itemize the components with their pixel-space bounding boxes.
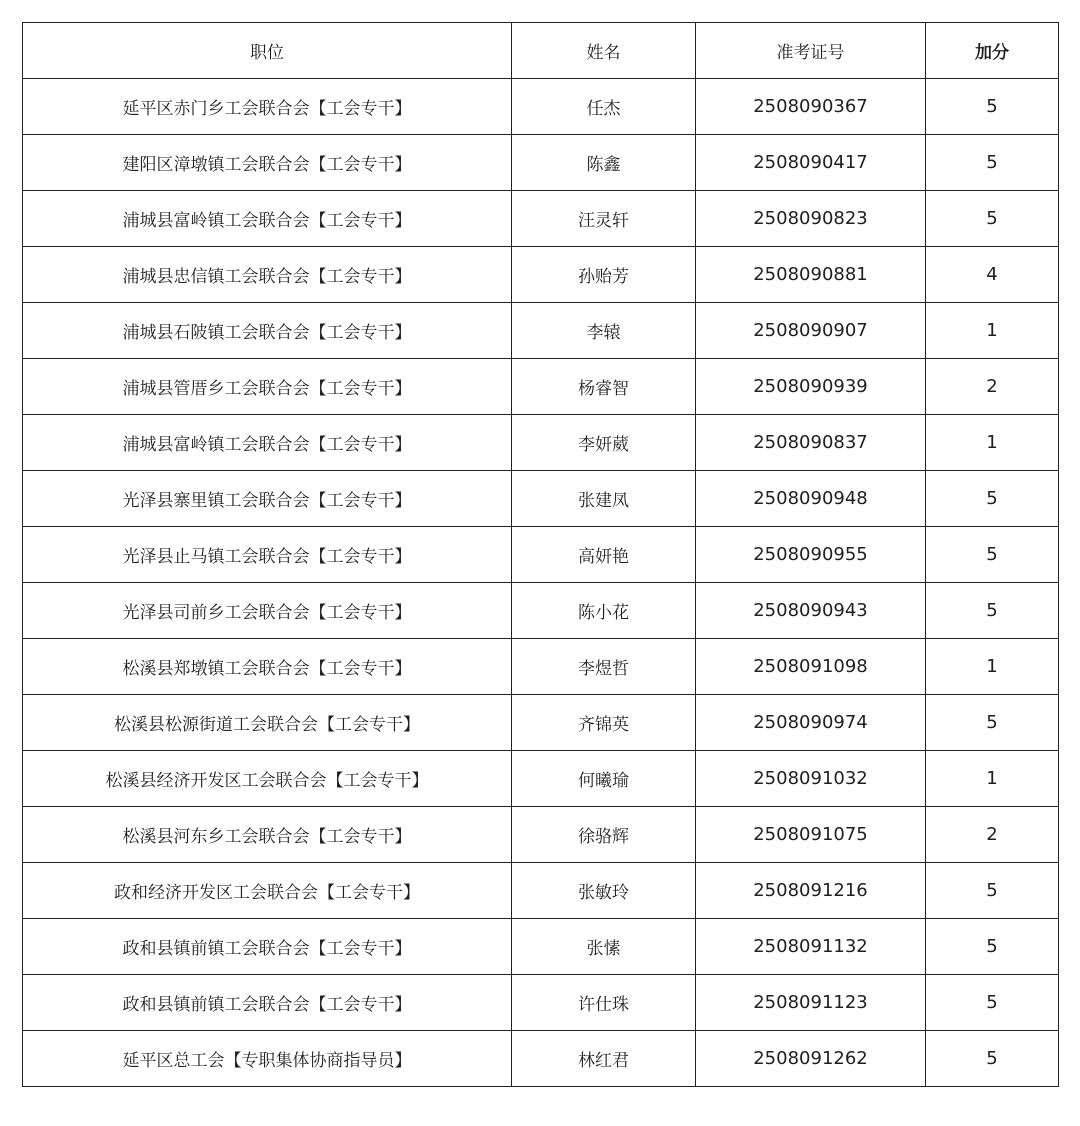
position-cell: 光泽县止马镇工会联合会【工会专干】 bbox=[23, 527, 512, 583]
position-cell: 延平区总工会【专职集体协商指导员】 bbox=[23, 1031, 512, 1087]
table-body bbox=[23, 79, 1059, 1087]
position-cell: 浦城县富岭镇工会联合会【工会专干】 bbox=[23, 191, 512, 247]
table-row bbox=[23, 807, 1059, 863]
exam-id-cell: 2508090948 bbox=[696, 471, 926, 527]
name-cell: 杨睿智 bbox=[512, 359, 696, 415]
bonus-cell: 5 bbox=[926, 583, 1059, 639]
exam-id-cell: 2508091262 bbox=[696, 1031, 926, 1087]
name-cell: 徐骆辉 bbox=[512, 807, 696, 863]
exam-id-cell: 2508091123 bbox=[696, 975, 926, 1031]
header-position: 职位 bbox=[23, 23, 512, 79]
header-exam-id: 准考证号 bbox=[696, 23, 926, 79]
exam-id-cell: 2508090823 bbox=[696, 191, 926, 247]
bonus-cell: 5 bbox=[926, 863, 1059, 919]
results-table-container bbox=[22, 22, 1058, 1087]
exam-id-cell: 2508090367 bbox=[696, 79, 926, 135]
position-cell: 松溪县松源街道工会联合会【工会专干】 bbox=[23, 695, 512, 751]
bonus-cell: 5 bbox=[926, 135, 1059, 191]
table-header-row bbox=[23, 23, 1059, 79]
position-cell: 政和经济开发区工会联合会【工会专干】 bbox=[23, 863, 512, 919]
exam-id-cell: 2508091216 bbox=[696, 863, 926, 919]
name-cell: 汪灵轩 bbox=[512, 191, 696, 247]
bonus-cell: 5 bbox=[926, 527, 1059, 583]
exam-id-cell: 2508090955 bbox=[696, 527, 926, 583]
position-cell: 松溪县经济开发区工会联合会【工会专干】 bbox=[23, 751, 512, 807]
name-cell: 李妍葳 bbox=[512, 415, 696, 471]
exam-id-cell: 2508090943 bbox=[696, 583, 926, 639]
table-row bbox=[23, 303, 1059, 359]
name-cell: 林红君 bbox=[512, 1031, 696, 1087]
header-name: 姓名 bbox=[512, 23, 696, 79]
exam-id-cell: 2508091032 bbox=[696, 751, 926, 807]
exam-id-cell: 2508090939 bbox=[696, 359, 926, 415]
table-row bbox=[23, 639, 1059, 695]
position-cell: 延平区赤门乡工会联合会【工会专干】 bbox=[23, 79, 512, 135]
bonus-cell: 4 bbox=[926, 247, 1059, 303]
position-cell: 光泽县寨里镇工会联合会【工会专干】 bbox=[23, 471, 512, 527]
bonus-cell: 2 bbox=[926, 807, 1059, 863]
exam-id-cell: 2508090417 bbox=[696, 135, 926, 191]
name-cell: 许仕珠 bbox=[512, 975, 696, 1031]
bonus-cell: 5 bbox=[926, 191, 1059, 247]
bonus-cell: 1 bbox=[926, 639, 1059, 695]
table-row bbox=[23, 1031, 1059, 1087]
name-cell: 何曦瑜 bbox=[512, 751, 696, 807]
name-cell: 张愫 bbox=[512, 919, 696, 975]
position-cell: 松溪县河东乡工会联合会【工会专干】 bbox=[23, 807, 512, 863]
exam-id-cell: 2508091098 bbox=[696, 639, 926, 695]
bonus-cell: 5 bbox=[926, 79, 1059, 135]
name-cell: 陈小花 bbox=[512, 583, 696, 639]
exam-id-cell: 2508091075 bbox=[696, 807, 926, 863]
bonus-cell: 5 bbox=[926, 975, 1059, 1031]
exam-id-cell: 2508090881 bbox=[696, 247, 926, 303]
position-cell: 浦城县富岭镇工会联合会【工会专干】 bbox=[23, 415, 512, 471]
table-row bbox=[23, 359, 1059, 415]
exam-id-cell: 2508091132 bbox=[696, 919, 926, 975]
exam-id-cell: 2508090974 bbox=[696, 695, 926, 751]
name-cell: 李辕 bbox=[512, 303, 696, 359]
bonus-cell: 1 bbox=[926, 751, 1059, 807]
table-row bbox=[23, 471, 1059, 527]
table-row bbox=[23, 415, 1059, 471]
bonus-cell: 1 bbox=[926, 415, 1059, 471]
table-row bbox=[23, 695, 1059, 751]
table-row bbox=[23, 863, 1059, 919]
table-row bbox=[23, 751, 1059, 807]
position-cell: 浦城县管厝乡工会联合会【工会专干】 bbox=[23, 359, 512, 415]
position-cell: 浦城县忠信镇工会联合会【工会专干】 bbox=[23, 247, 512, 303]
bonus-cell: 2 bbox=[926, 359, 1059, 415]
bonus-cell: 5 bbox=[926, 1031, 1059, 1087]
bonus-cell: 5 bbox=[926, 695, 1059, 751]
name-cell: 张敏玲 bbox=[512, 863, 696, 919]
table-row bbox=[23, 527, 1059, 583]
header-bonus: 加分 bbox=[926, 23, 1059, 79]
table-row bbox=[23, 79, 1059, 135]
name-cell: 任杰 bbox=[512, 79, 696, 135]
name-cell: 齐锦英 bbox=[512, 695, 696, 751]
results-table bbox=[22, 22, 1059, 1087]
table-row bbox=[23, 247, 1059, 303]
table-row bbox=[23, 919, 1059, 975]
position-cell: 政和县镇前镇工会联合会【工会专干】 bbox=[23, 975, 512, 1031]
exam-id-cell: 2508090907 bbox=[696, 303, 926, 359]
position-cell: 松溪县郑墩镇工会联合会【工会专干】 bbox=[23, 639, 512, 695]
bonus-cell: 1 bbox=[926, 303, 1059, 359]
name-cell: 高妍艳 bbox=[512, 527, 696, 583]
table-row bbox=[23, 135, 1059, 191]
name-cell: 陈鑫 bbox=[512, 135, 696, 191]
name-cell: 孙贻芳 bbox=[512, 247, 696, 303]
table-row bbox=[23, 191, 1059, 247]
table-row bbox=[23, 975, 1059, 1031]
position-cell: 政和县镇前镇工会联合会【工会专干】 bbox=[23, 919, 512, 975]
position-cell: 建阳区漳墩镇工会联合会【工会专干】 bbox=[23, 135, 512, 191]
bonus-cell: 5 bbox=[926, 919, 1059, 975]
table-row bbox=[23, 583, 1059, 639]
name-cell: 李煜哲 bbox=[512, 639, 696, 695]
name-cell: 张建凤 bbox=[512, 471, 696, 527]
exam-id-cell: 2508090837 bbox=[696, 415, 926, 471]
position-cell: 浦城县石陂镇工会联合会【工会专干】 bbox=[23, 303, 512, 359]
bonus-cell: 5 bbox=[926, 471, 1059, 527]
position-cell: 光泽县司前乡工会联合会【工会专干】 bbox=[23, 583, 512, 639]
